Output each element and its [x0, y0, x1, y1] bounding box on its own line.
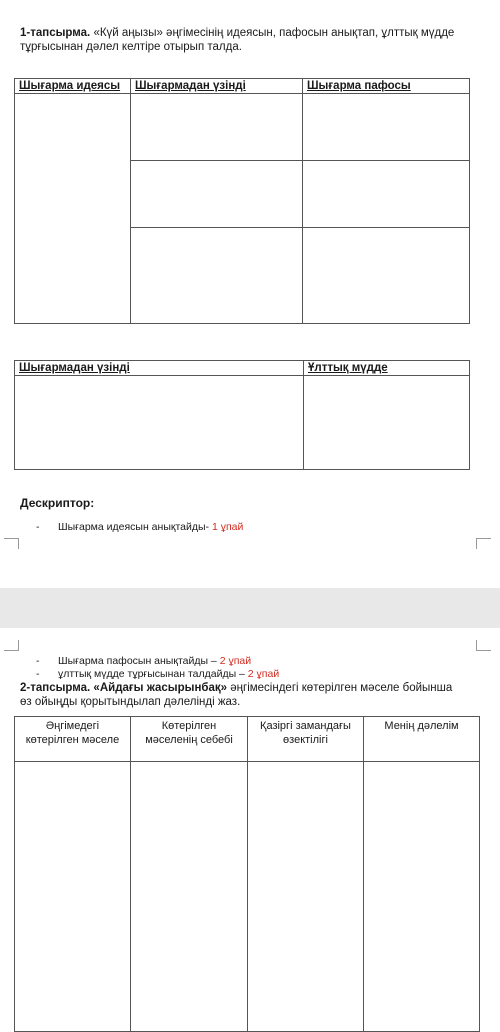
page-corner-mark — [476, 640, 491, 651]
descriptor-title: Дескриптор: — [20, 496, 95, 510]
table3-header-my-argument: Менің дәлелім — [364, 717, 480, 762]
table3-cell[interactable] — [248, 762, 364, 1032]
table1-cell[interactable] — [131, 94, 303, 161]
task2-text-line1: әңгімесіндегі көтерілген мәселе бойынша — [227, 682, 453, 694]
table-idea-pathos — [14, 78, 470, 324]
table3-cell[interactable] — [15, 762, 131, 1032]
table-problem-analysis — [14, 716, 480, 1032]
task2-instructions — [20, 681, 490, 709]
table1-cell[interactable] — [303, 228, 470, 324]
descriptor-item: - ұлттық мүдде тұрғысынан талдайды – 2 ұпай — [36, 668, 280, 680]
table3-cell[interactable] — [131, 762, 248, 1032]
table1-cell[interactable] — [131, 228, 303, 324]
task1-instructions — [20, 26, 490, 54]
page-corner-mark — [4, 538, 19, 549]
table3-header-cause: Көтерілген мәселенің себебі — [131, 717, 248, 762]
table2-header-excerpt: Шығармадан үзінді — [15, 361, 304, 376]
table2-cell[interactable] — [304, 376, 470, 470]
table3-header-problem: Әңгімедегі көтерілген мәселе — [15, 717, 131, 762]
table1-cell[interactable] — [131, 161, 303, 228]
table2-cell[interactable] — [15, 376, 304, 470]
table1-header-excerpt: Шығармадан үзінді — [131, 79, 303, 94]
table3-cell[interactable] — [364, 762, 480, 1032]
task1-text-line1: «Күй аңызы» әңгімесінің идеясын, пафосын анықтап, ұлттық мүдде — [90, 27, 455, 39]
task1-title: 1-тапсырма. — [20, 27, 91, 39]
table3-header-relevance: Қазіргі замандағы өзектілігі — [248, 717, 364, 762]
page-corner-mark — [476, 538, 491, 549]
table1-cell-idea[interactable] — [15, 94, 131, 324]
table2-header-national-interest: Ұлттық мүдде — [304, 361, 470, 376]
task2-text-line2: өз ойыңды қорытындылап дәлелінді жаз. — [20, 696, 241, 708]
task1-text-line2: тұрғысынан дәлел келтіре отырып талда. — [20, 41, 242, 53]
table1-cell[interactable] — [303, 161, 470, 228]
table1-cell[interactable] — [303, 94, 470, 161]
descriptor-item: - Шығарма пафосын анықтайды – 2 ұпай — [36, 655, 252, 667]
page-break — [0, 588, 500, 628]
table1-header-idea: Шығарма идеясы — [15, 79, 131, 94]
table-excerpt-interest — [14, 360, 470, 470]
task2-title: 2-тапсырма. «Айдағы жасырынбақ» — [20, 682, 228, 694]
descriptor-item: - Шығарма идеясын анықтайды- 1 ұпай — [36, 521, 244, 533]
page-corner-mark — [4, 640, 19, 651]
table1-header-pathos: Шығарма пафосы — [303, 79, 470, 94]
